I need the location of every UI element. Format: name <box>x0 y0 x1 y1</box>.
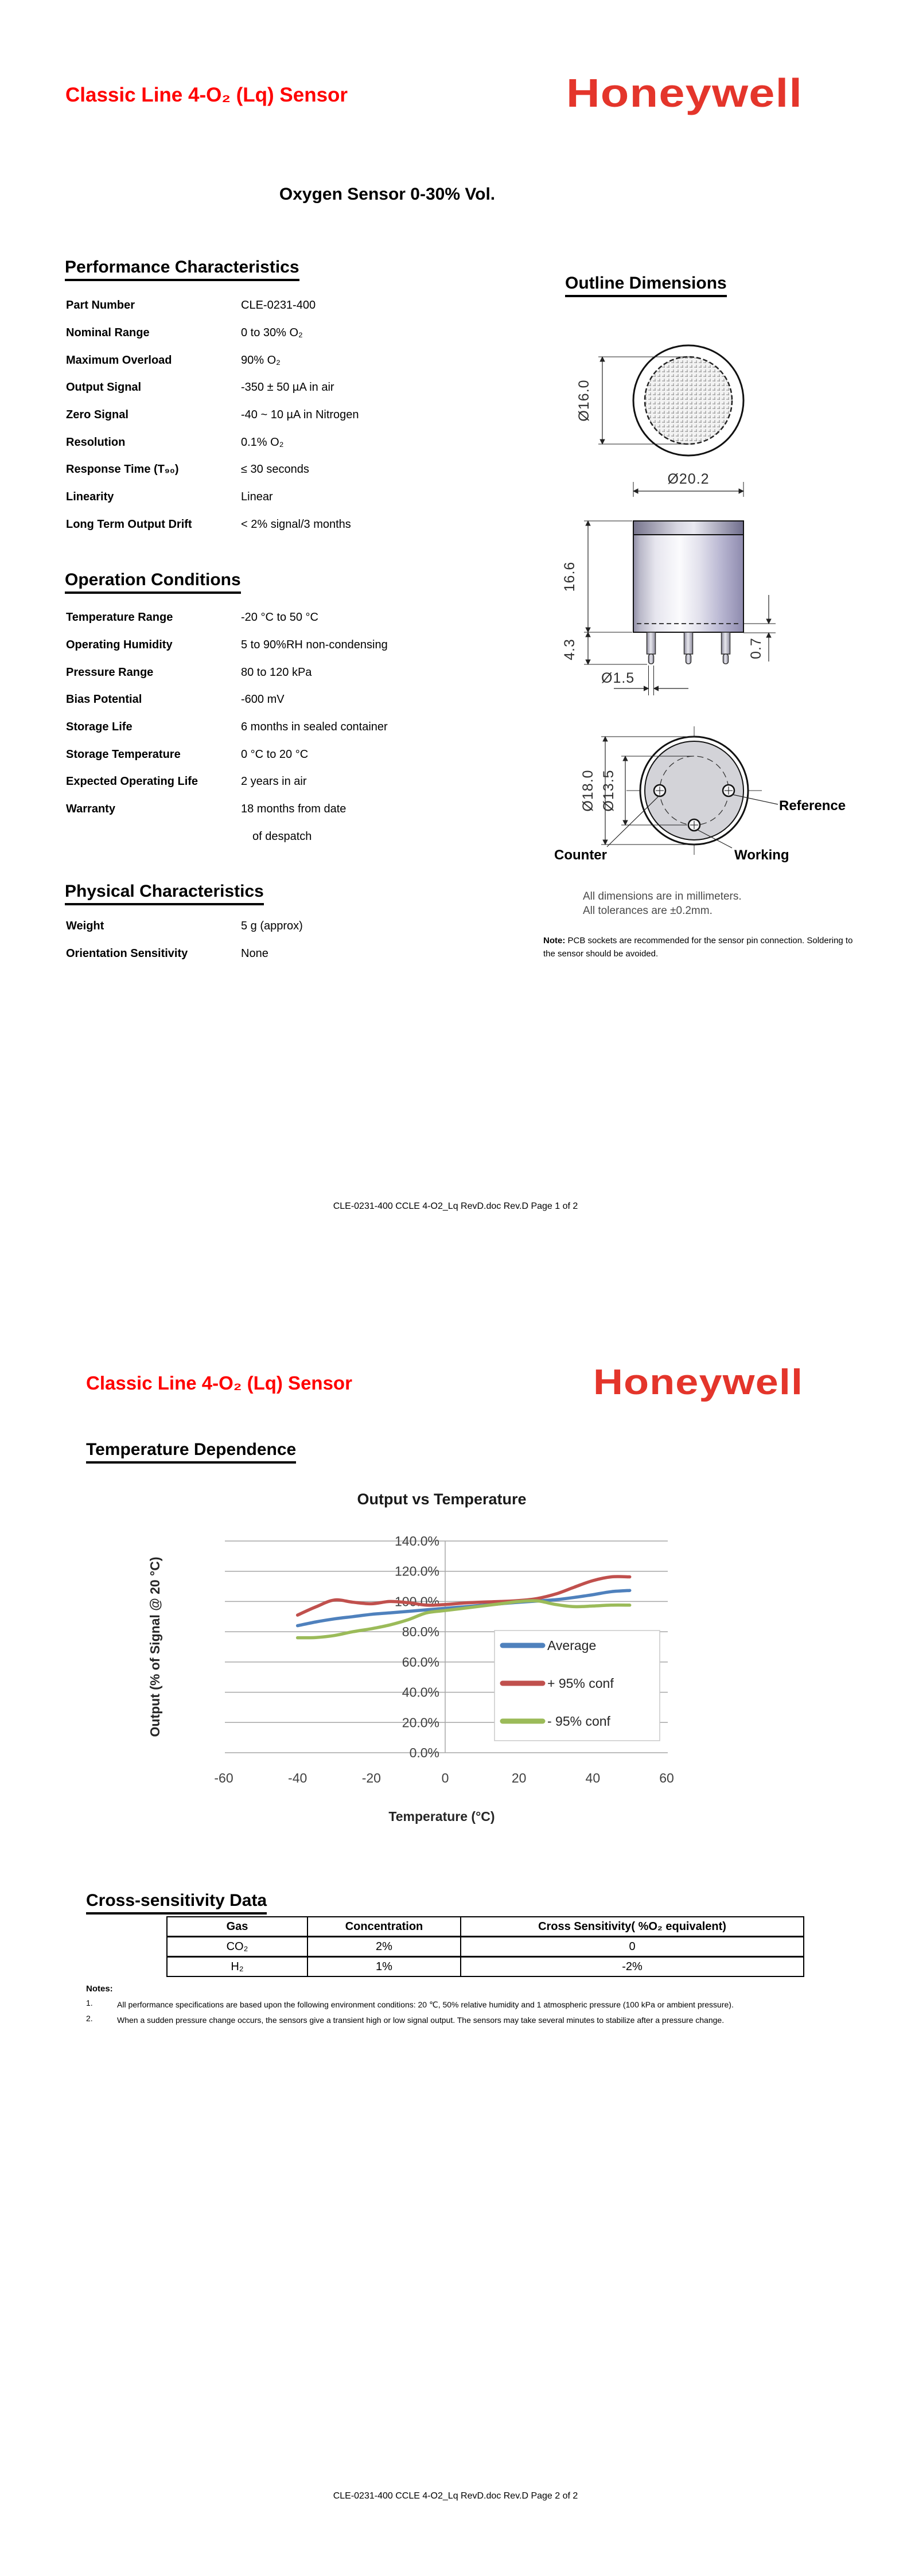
pcb-note-text: PCB sockets are recommended for the sensor pin connection. Soldering to the sensor should be avoided. <box>543 936 853 959</box>
spec-value: 5 to 90%RH non-condensing <box>241 639 388 652</box>
page2-footer: CLE-0231-400 CCLE 4-O2_Lq RevD.doc Rev.D Page 2 of 2 <box>333 2491 578 2501</box>
sensor-bottom-view <box>554 726 846 863</box>
x-axis-tick-label: 0 <box>441 1770 449 1785</box>
temperature-dependence-heading: Temperature Dependence <box>86 1440 296 1464</box>
spec-row <box>66 659 513 686</box>
spec-value: 0.1% O₂ <box>241 435 284 449</box>
x-axis-tick-label: 40 <box>585 1770 601 1785</box>
page2-title: Classic Line 4-O₂ (Lq) Sensor <box>86 1372 352 1394</box>
spec-row <box>66 604 513 632</box>
spec-value: -40 ~ 10 µA in Nitrogen <box>241 408 359 422</box>
cross-sensitivity-heading: Cross-sensitivity Data <box>86 1891 267 1915</box>
spec-label: Pressure Range <box>66 666 154 679</box>
spec-row <box>66 456 513 484</box>
spec-label: Maximum Overload <box>66 353 172 367</box>
spec-label: Orientation Sensitivity <box>66 947 188 960</box>
cross-sensitivity-table <box>166 1916 804 1977</box>
pcb-socket-note <box>543 934 865 960</box>
spec-value: 6 months in sealed container <box>241 721 388 734</box>
spec-value: of despatch <box>252 830 312 843</box>
dim-pin-length: 4.3 <box>562 639 578 660</box>
table-cell: -2% <box>461 1957 804 1977</box>
x-axis-tick-label: -20 <box>361 1770 381 1785</box>
spec-row <box>66 632 513 659</box>
spec-row <box>66 823 513 851</box>
spec-label: Response Time (T₉₀) <box>66 463 179 476</box>
y-axis-tick-label: 80.0% <box>402 1624 439 1640</box>
legend-label: - 95% conf <box>547 1714 610 1729</box>
spec-row <box>66 347 513 374</box>
spec-row <box>66 429 513 456</box>
y-axis-tick-label: 40.0% <box>402 1684 439 1700</box>
spec-row <box>66 402 513 429</box>
x-axis-tick-label: 20 <box>511 1770 527 1785</box>
pcb-note-label: Note: <box>543 936 566 945</box>
spec-label: Bias Potential <box>66 693 142 706</box>
y-axis-tick-label: 120.0% <box>394 1563 439 1579</box>
spec-value: 5 g (approx) <box>241 920 303 933</box>
spec-row <box>66 292 513 320</box>
x-axis-tick-label: -60 <box>214 1770 233 1785</box>
table-header-cell: Cross Sensitivity( %O₂ equivalent) <box>461 1917 804 1937</box>
outline-dimensions-heading: Outline Dimensions <box>565 274 727 297</box>
table-cell: CO₂ <box>167 1937 307 1957</box>
physical-heading: Physical Characteristics <box>65 882 264 905</box>
operation-table <box>66 604 513 850</box>
dim-pin-circle: Ø13.5 <box>601 769 617 812</box>
x-axis-tick-label: -40 <box>288 1770 307 1785</box>
note-number: 1. <box>86 1998 93 2007</box>
pin-label-counter: Counter <box>554 847 607 863</box>
dim-base-offset: 0.7 <box>748 637 764 659</box>
note-number: 2. <box>86 2014 93 2023</box>
sensor-top-view <box>576 345 743 497</box>
page1-footer: CLE-0231-400 CCLE 4-O2_Lq RevD.doc Rev.D Page 1 of 2 <box>333 1201 578 1211</box>
table-cell: 2% <box>307 1937 461 1957</box>
legend-label: Average <box>547 1638 597 1653</box>
notes-list <box>86 1998 832 2029</box>
performance-table <box>66 292 513 538</box>
y-axis-tick-label: 140.0% <box>394 1534 439 1548</box>
sensor-side-view <box>562 521 776 695</box>
spec-row <box>66 686 513 714</box>
dim-top-outer: Ø20.2 <box>667 471 710 487</box>
spec-label: Output Signal <box>66 381 142 394</box>
table-header-cell: Gas <box>167 1917 307 1937</box>
spec-value: CLE-0231-400 <box>241 299 316 312</box>
notes-heading: Notes: <box>86 1984 113 1994</box>
spec-row <box>66 374 513 402</box>
spec-row <box>66 320 513 347</box>
y-axis-title: Output (% of Signal @ 20 °C) <box>147 1557 162 1737</box>
spec-value: 18 months from date <box>241 803 347 816</box>
spec-label: Warranty <box>66 803 115 816</box>
spec-label: Part Number <box>66 299 135 312</box>
table-cell: 0 <box>461 1937 804 1957</box>
spec-value: 90% O₂ <box>241 353 281 367</box>
spec-label: Resolution <box>66 435 126 449</box>
sensor-pins <box>647 632 730 664</box>
table-row <box>167 1957 804 1977</box>
outline-dimensions-drawing <box>534 310 866 889</box>
spec-label: Weight <box>66 920 104 933</box>
spec-value: -20 °C to 50 °C <box>241 611 318 624</box>
spec-value: 0 to 30% O₂ <box>241 326 303 340</box>
spec-row <box>66 796 513 823</box>
dim-body-height: 16.6 <box>562 561 578 592</box>
spec-label: Operating Humidity <box>66 639 173 652</box>
spec-value: 0 °C to 20 °C <box>241 748 309 761</box>
dim-bottom-outer: Ø18.0 <box>580 769 596 812</box>
dimension-note-line1: All dimensions are in millimeters. <box>583 890 742 902</box>
spec-label: Nominal Range <box>66 326 150 340</box>
note-item <box>86 1998 832 2011</box>
spec-label: Storage Temperature <box>66 748 181 761</box>
spec-label: Linearity <box>66 491 114 504</box>
legend-label: + 95% conf <box>547 1676 614 1691</box>
dimension-note-line2: All tolerances are ±0.2mm. <box>583 905 713 917</box>
dim-top-inner: Ø16.0 <box>576 379 592 422</box>
y-axis-tick-label: 100.0% <box>394 1594 439 1609</box>
output-vs-temperature-chart <box>132 1474 706 1865</box>
note-item <box>86 2014 832 2026</box>
pin-counter-hole <box>654 785 665 796</box>
pin-working-hole <box>688 819 700 831</box>
spec-row <box>66 484 513 511</box>
spec-value: Linear <box>241 491 273 504</box>
spec-value: -350 ± 50 µA in air <box>241 381 334 394</box>
dim-pin-diameter: Ø1.5 <box>601 670 635 686</box>
spec-row <box>66 511 513 539</box>
table-row <box>167 1937 804 1957</box>
product-subtitle: Oxygen Sensor 0-30% Vol. <box>279 185 496 204</box>
spec-value: None <box>241 947 268 960</box>
table-cell: H₂ <box>167 1957 307 1977</box>
physical-table <box>66 913 513 967</box>
y-axis-tick-label: 60.0% <box>402 1654 439 1670</box>
spec-row <box>66 714 513 741</box>
spec-row <box>66 913 513 940</box>
performance-heading: Performance Characteristics <box>65 258 299 281</box>
page1-title: Classic Line 4-O₂ (Lq) Sensor <box>65 84 348 106</box>
spec-label: Zero Signal <box>66 408 129 422</box>
table-header-cell: Concentration <box>307 1917 461 1937</box>
y-axis-tick-label: 20.0% <box>402 1715 439 1730</box>
operation-heading: Operation Conditions <box>65 570 241 594</box>
pin-label-working: Working <box>734 847 789 863</box>
spec-row <box>66 741 513 768</box>
spec-value: ≤ 30 seconds <box>241 463 309 476</box>
pin-label-reference: Reference <box>779 798 846 814</box>
spec-value: < 2% signal/3 months <box>241 517 351 531</box>
note-text: All performance specifications are based upon the following environment conditions: 20 ℃, 50% relative humidity and 1 atmospheric pressure (100 kPa or ambient pressure). <box>117 2000 734 2009</box>
table-cell: 1% <box>307 1957 461 1977</box>
honeywell-logo: Honeywell <box>566 71 803 115</box>
spec-value: 80 to 120 kPa <box>241 666 312 679</box>
chart-title: Output vs Temperature <box>357 1491 527 1508</box>
dimension-note <box>583 889 824 918</box>
spec-label: Temperature Range <box>66 611 173 624</box>
x-axis-title: Temperature (°C) <box>388 1809 495 1824</box>
y-axis-tick-label: 0.0% <box>409 1745 439 1760</box>
honeywell-logo-page2: Honeywell <box>593 1363 804 1402</box>
spec-row <box>66 940 513 968</box>
x-axis-tick-label: 60 <box>659 1770 674 1785</box>
spec-label: Long Term Output Drift <box>66 517 192 531</box>
spec-value: -600 mV <box>241 693 285 706</box>
note-text: When a sudden pressure change occurs, the sensors give a transient high or low signal output. The sensors may take several minutes to stabilize after a pressure change. <box>117 2015 725 2025</box>
spec-label: Storage Life <box>66 721 133 734</box>
spec-row <box>66 768 513 796</box>
spec-label: Expected Operating Life <box>66 775 198 788</box>
spec-value: 2 years in air <box>241 775 307 788</box>
